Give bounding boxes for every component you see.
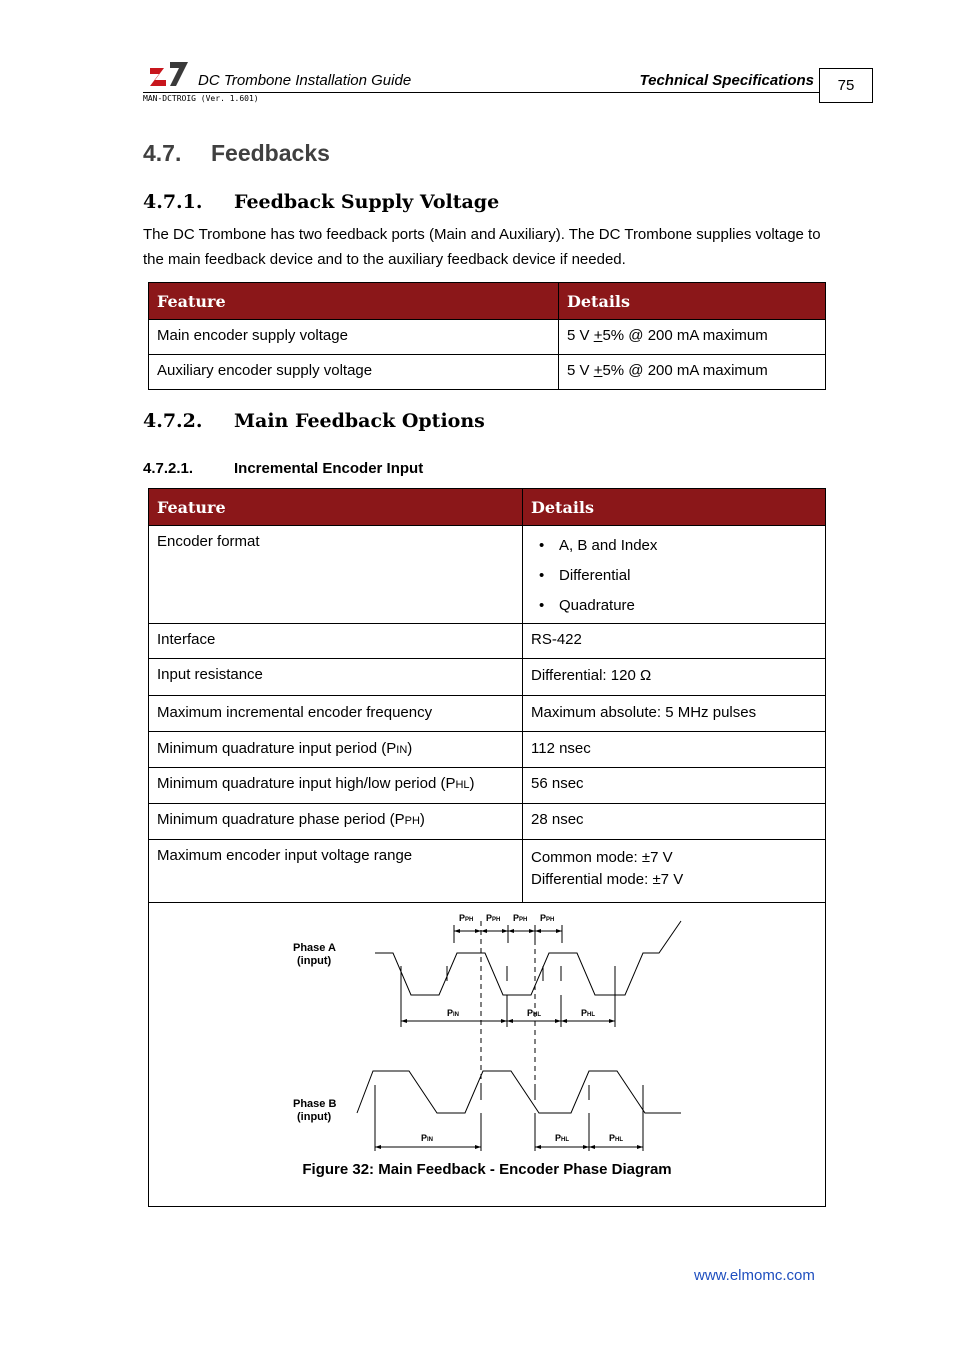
detail-cell bbox=[523, 526, 826, 624]
heading-incremental-encoder-input: 4.7.2.1. Incremental Encoder Input bbox=[143, 460, 424, 477]
feature-cell: Minimum quadrature phase period (PPH) bbox=[149, 804, 523, 840]
feature-cell: Input resistance bbox=[149, 659, 523, 696]
detail-cell: RS-422 bbox=[523, 624, 826, 659]
svg-text:PHL: PHL bbox=[555, 1133, 570, 1143]
column-header-details: Details bbox=[559, 283, 826, 320]
detail-cell: 5 V +5% @ 200 mA maximum bbox=[559, 355, 826, 390]
encoder-format-list bbox=[531, 531, 817, 621]
svg-text:PPH: PPH bbox=[513, 913, 528, 923]
heading-feedback-supply-voltage: 4.7.1. Feedback Supply Voltage bbox=[143, 191, 500, 213]
heading-feedbacks: 4.7. Feedbacks bbox=[143, 140, 330, 166]
document-title: DC Trombone Installation Guide bbox=[198, 72, 412, 89]
feature-cell: Interface bbox=[149, 624, 523, 659]
svg-text:PIN: PIN bbox=[447, 1008, 460, 1018]
feature-cell: Maximum encoder input voltage range bbox=[149, 840, 523, 903]
detail-cell: 56 nsec bbox=[523, 768, 826, 804]
heading-main-feedback-options: 4.7.2. Main Feedback Options bbox=[143, 410, 485, 432]
table-row bbox=[149, 768, 826, 804]
footer-url[interactable]: www.elmomc.com bbox=[694, 1267, 815, 1284]
svg-text:PPH: PPH bbox=[486, 913, 501, 923]
column-header-details: Details bbox=[523, 489, 826, 526]
svg-text:PPH: PPH bbox=[540, 913, 555, 923]
list-item: • Differential bbox=[559, 561, 817, 591]
feature-cell: Minimum quadrature input period (PIN) bbox=[149, 732, 523, 768]
feature-cell: Auxiliary encoder supply voltage bbox=[149, 355, 559, 390]
detail-cell: 28 nsec bbox=[523, 804, 826, 840]
table-row bbox=[149, 355, 826, 390]
svg-text:PHL: PHL bbox=[527, 1008, 542, 1018]
phase-a-label: Phase A bbox=[293, 942, 337, 954]
detail-cell: Maximum absolute: 5 MHz pulses bbox=[523, 696, 826, 732]
table-row bbox=[149, 804, 826, 840]
elmo-logo bbox=[148, 58, 190, 90]
column-header-feature: Feature bbox=[149, 283, 559, 320]
column-header-feature: Feature bbox=[149, 489, 523, 526]
feature-cell: Encoder format bbox=[149, 526, 523, 624]
table-row bbox=[149, 526, 826, 624]
svg-text:PIN: PIN bbox=[421, 1133, 434, 1143]
list-item: • Quadrature bbox=[559, 591, 817, 621]
encoder-phase-diagram bbox=[149, 903, 825, 1153]
table-row bbox=[149, 624, 826, 659]
table-row bbox=[149, 696, 826, 732]
detail-cell: 5 V +5% @ 200 mA maximum bbox=[559, 320, 826, 355]
feature-cell: Maximum incremental encoder frequency bbox=[149, 696, 523, 732]
page-number: 75 bbox=[819, 68, 873, 103]
supply-voltage-table bbox=[148, 282, 826, 390]
table-row bbox=[149, 659, 826, 696]
figure-row bbox=[149, 903, 826, 1207]
figure-cell bbox=[149, 903, 826, 1207]
svg-text:PPH: PPH bbox=[459, 913, 474, 923]
figure-caption: Figure 32: Main Feedback - Encoder Phase Diagram bbox=[302, 1161, 672, 1178]
list-item: • A, B and Index bbox=[559, 531, 817, 561]
svg-text:PHL: PHL bbox=[609, 1133, 624, 1143]
paragraph-supply-voltage: The DC Trombone has two feedback ports (Main and Auxiliary). The DC Trombone supplies voltage to the main feedback device and to the auxiliary feedback device if needed. bbox=[143, 226, 821, 268]
detail-cell: Differential: 120 Ω bbox=[523, 659, 826, 696]
header-rule bbox=[143, 92, 819, 93]
feature-cell: Main encoder supply voltage bbox=[149, 320, 559, 355]
table-row bbox=[149, 320, 826, 355]
table-row bbox=[149, 840, 826, 903]
section-title: Technical Specifications bbox=[639, 72, 814, 89]
phase-b-sublabel: (input) bbox=[297, 1111, 332, 1123]
feature-cell: Minimum quadrature input high/low period (PHL) bbox=[149, 768, 523, 804]
detail-cell: Common mode: ±7 V Differential mode: ±7 V bbox=[523, 840, 826, 903]
phase-b-label: Phase B bbox=[293, 1098, 337, 1110]
detail-cell: 112 nsec bbox=[523, 732, 826, 768]
document-version: MAN-DCTROIG (Ver. 1.601) bbox=[143, 94, 259, 103]
svg-text:PHL: PHL bbox=[581, 1008, 596, 1018]
encoder-input-table bbox=[148, 488, 826, 1207]
phase-a-sublabel: (input) bbox=[297, 955, 332, 967]
table-row bbox=[149, 732, 826, 768]
